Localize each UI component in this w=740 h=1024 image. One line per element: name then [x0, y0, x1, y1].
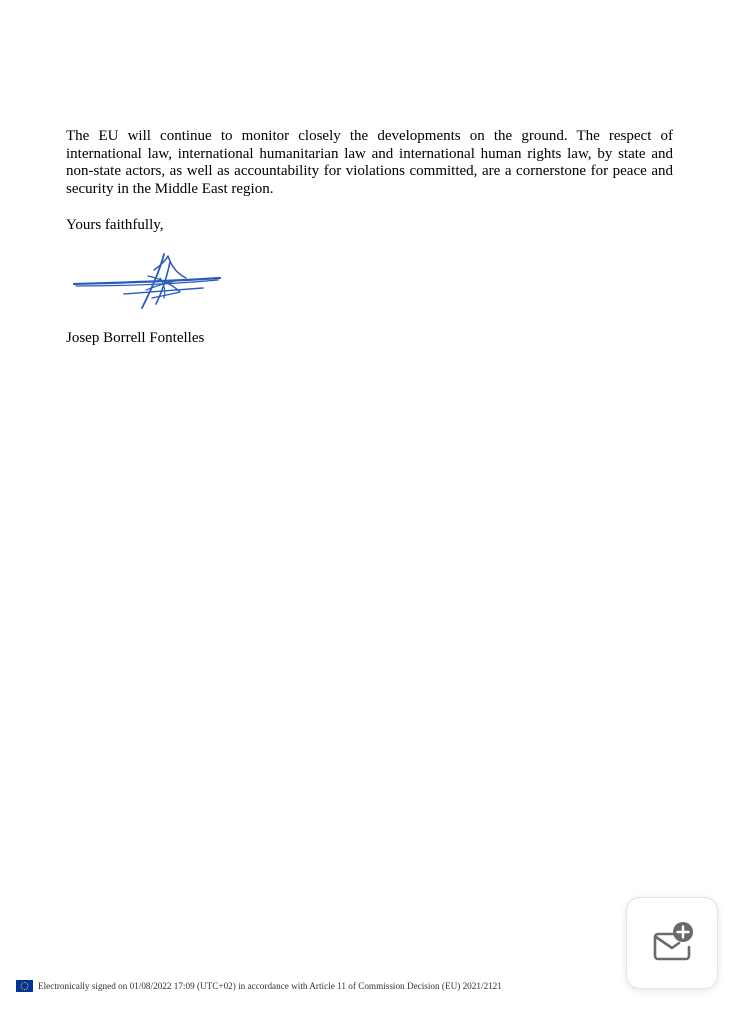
- mail-add-icon: [649, 920, 695, 966]
- signatory-name: Josep Borrell Fontelles: [66, 330, 205, 346]
- letter-closing: Yours faithfully,: [66, 217, 164, 233]
- handwritten-signature: [68, 248, 228, 318]
- compose-mail-button[interactable]: [626, 897, 718, 989]
- electronic-signature-footer: [16, 979, 502, 993]
- letter-paragraph: The EU will continue to monitor closely the developments on the ground. The respect of international law, international humanitarian law and international human rights law, by state and non-state actors, as well as accountability for violations committed, are a cornerstone for peace and security in the Middle East region.: [66, 128, 673, 197]
- eu-flag-icon: [16, 980, 33, 992]
- footer-signature-text: Electronically signed on 01/08/2022 17:09 (UTC+02) in accordance with Article 11 of Commission Decision (EU) 2021/2121: [38, 981, 502, 991]
